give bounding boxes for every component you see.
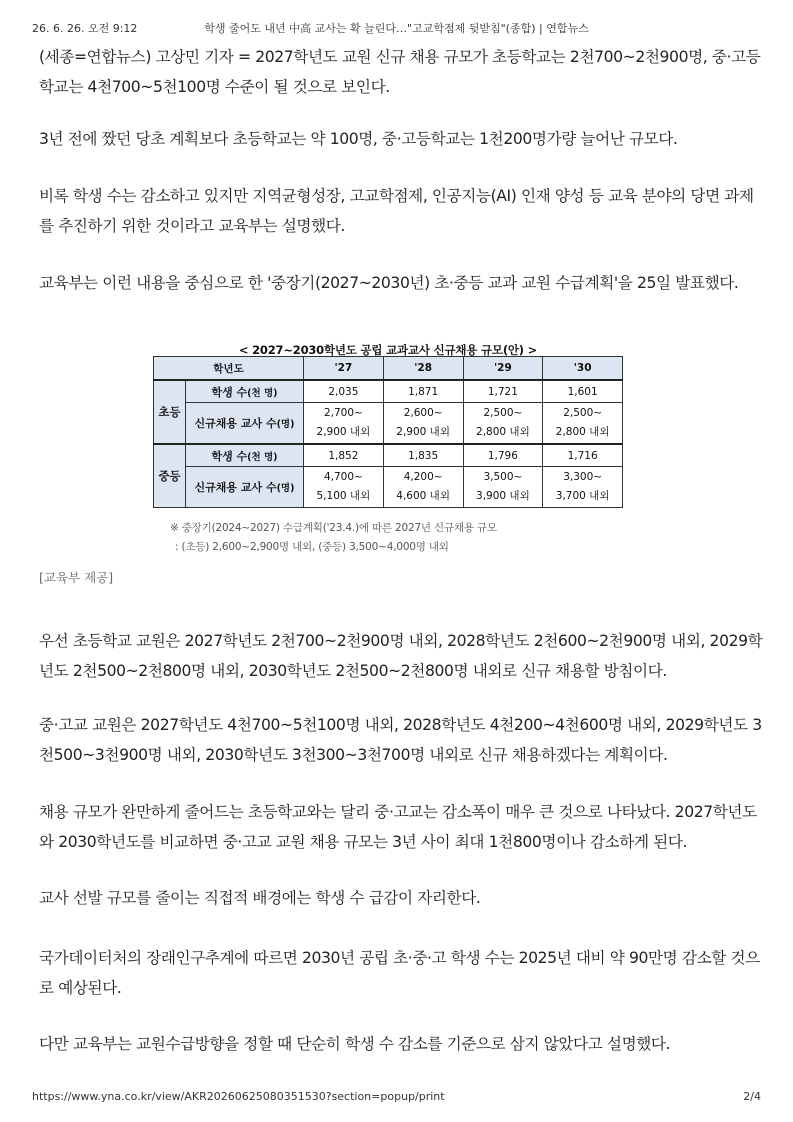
article-paragraph: 3년 전에 짰던 당초 계획보다 초등학교는 약 100명, 중·고등학교는 1천200명가량 늘어난 규모다. [39,130,678,148]
article-paragraph: 우선 초등학교 교원은 2027학년도 2천700~2천900명 내외, 2028학년도 2천600~2천900명 내외, 2029학년도 2천500~2천800명 내외, 2030학년도 2천500~2천800명 내외로 신규 채용할 방침이다. [39,632,763,680]
table-cell: 2,035 [304,380,384,403]
article-paragraph: 비록 학생 수는 감소하고 있지만 지역균형성장, 고교학점제, 인공지능(AI) 인재 양성 등 교육 분야의 당면 과제를 추진하기 위한 것이라고 교육부는 설명했다. [39,187,754,235]
table-row [154,444,623,467]
row-label: 학생 수(천 명) [186,444,304,467]
table-cell: 2,700~ 2,900 내외 [304,403,384,445]
table-row [154,380,623,403]
table-note: : (초등) 2,600~2,900명 내외, (중등) 3,500~4,000명 내외 [175,541,449,553]
teacher-supply-table [153,356,623,508]
table-cell: 1,871 [383,380,463,403]
print-footer [32,1090,761,1106]
image-credit: [교육부 제공] [39,570,114,585]
row-label: 신규채용 교사 수(명) [186,403,304,445]
row-label: 신규채용 교사 수(명) [186,467,304,508]
table-cell: 3,300~ 3,700 내외 [543,467,623,508]
article-paragraph: 다만 교육부는 교원수급방향을 정할 때 단순히 학생 수 감소를 기준으로 삼지 않았다고 설명했다. [39,1035,671,1053]
table-cell: 1,852 [304,444,384,467]
table-cell: 4,200~ 4,600 내외 [383,467,463,508]
article-paragraph: 교육부는 이런 내용을 중심으로 한 '중장기(2027~2030년) 초·중등 교과 교원 수급계획'을 25일 발표했다. [39,274,739,292]
group-label: 초등 [154,380,186,444]
table-header-row [154,357,623,381]
table-cell: 2,500~ 2,800 내외 [543,403,623,445]
article-paragraph: 국가데이터처의 장래인구추계에 따르면 2030년 공립 초·중·고 학생 수는 2025년 대비 약 90만명 감소할 것으로 예상된다. [39,949,760,997]
table-note: ※ 중장기(2024~2027) 수급계획('23.4.)에 따른 2027년 신규채용 규모 [170,522,497,534]
table-row [154,403,623,445]
article-paragraph: (세종=연합뉴스) 고상민 기자 = 2027학년도 교원 신규 채용 규모가 초등학교는 2천700~2천900명, 중·고등학교는 4천700~5천100명 수준이 될 것으로 보인다. [39,48,761,96]
table-cell: 4,700~ 5,100 내외 [304,467,384,508]
table-cell: 1,601 [543,380,623,403]
print-date: 26. 6. 26. 오전 9:12 [32,22,138,35]
table-cell: 1,716 [543,444,623,467]
year-cell: '29 [463,357,543,381]
table-cell: 1,721 [463,380,543,403]
year-cell: '27 [304,357,384,381]
table-cell: 3,500~ 3,900 내외 [463,467,543,508]
table-cell: 1,835 [383,444,463,467]
article-paragraph: 교사 선발 규모를 줄이는 직접적 배경에는 학생 수 급감이 자리한다. [39,889,481,907]
year-cell: '30 [543,357,623,381]
print-header [32,20,761,36]
article-paragraph: 채용 규모가 완만하게 줄어드는 초등학교와는 달리 중·고교는 감소폭이 매우 큰 것으로 나타났다. 2027학년도와 2030학년도를 비교하면 중·고교 교원 채용 규모는 3년 사이 최대 1천800명이나 감소하게 된다. [39,803,757,851]
table-cell: 1,796 [463,444,543,467]
year-cell: '28 [383,357,463,381]
table-caption: < 2027~2030학년도 공립 교과교사 신규채용 규모(안) > [238,343,538,357]
article-paragraph: 중·고교 교원은 2027학년도 4천700~5천100명 내외, 2028학년도 4천200~4천600명 내외, 2029학년도 3천500~3천900명 내외, 2030학년도 3천300~3천700명 내외로 신규 채용하겠다는 계획이다. [39,716,762,764]
page-number: 2/4 [743,1090,761,1103]
table-row [154,467,623,508]
page-url: https://www.yna.co.kr/view/AKR20260625080351530?section=popup/print [32,1090,445,1103]
row-label: 학생 수(천 명) [186,380,304,403]
print-title: 학생 줄어도 내년 中高 교사는 확 늘린다…"고교학점제 뒷받침"(종합) | 연합뉴스 [204,22,589,35]
group-label: 중등 [154,444,186,508]
table-cell: 2,500~ 2,800 내외 [463,403,543,445]
table-cell: 2,600~ 2,900 내외 [383,403,463,445]
year-header: 학년도 [154,357,304,381]
